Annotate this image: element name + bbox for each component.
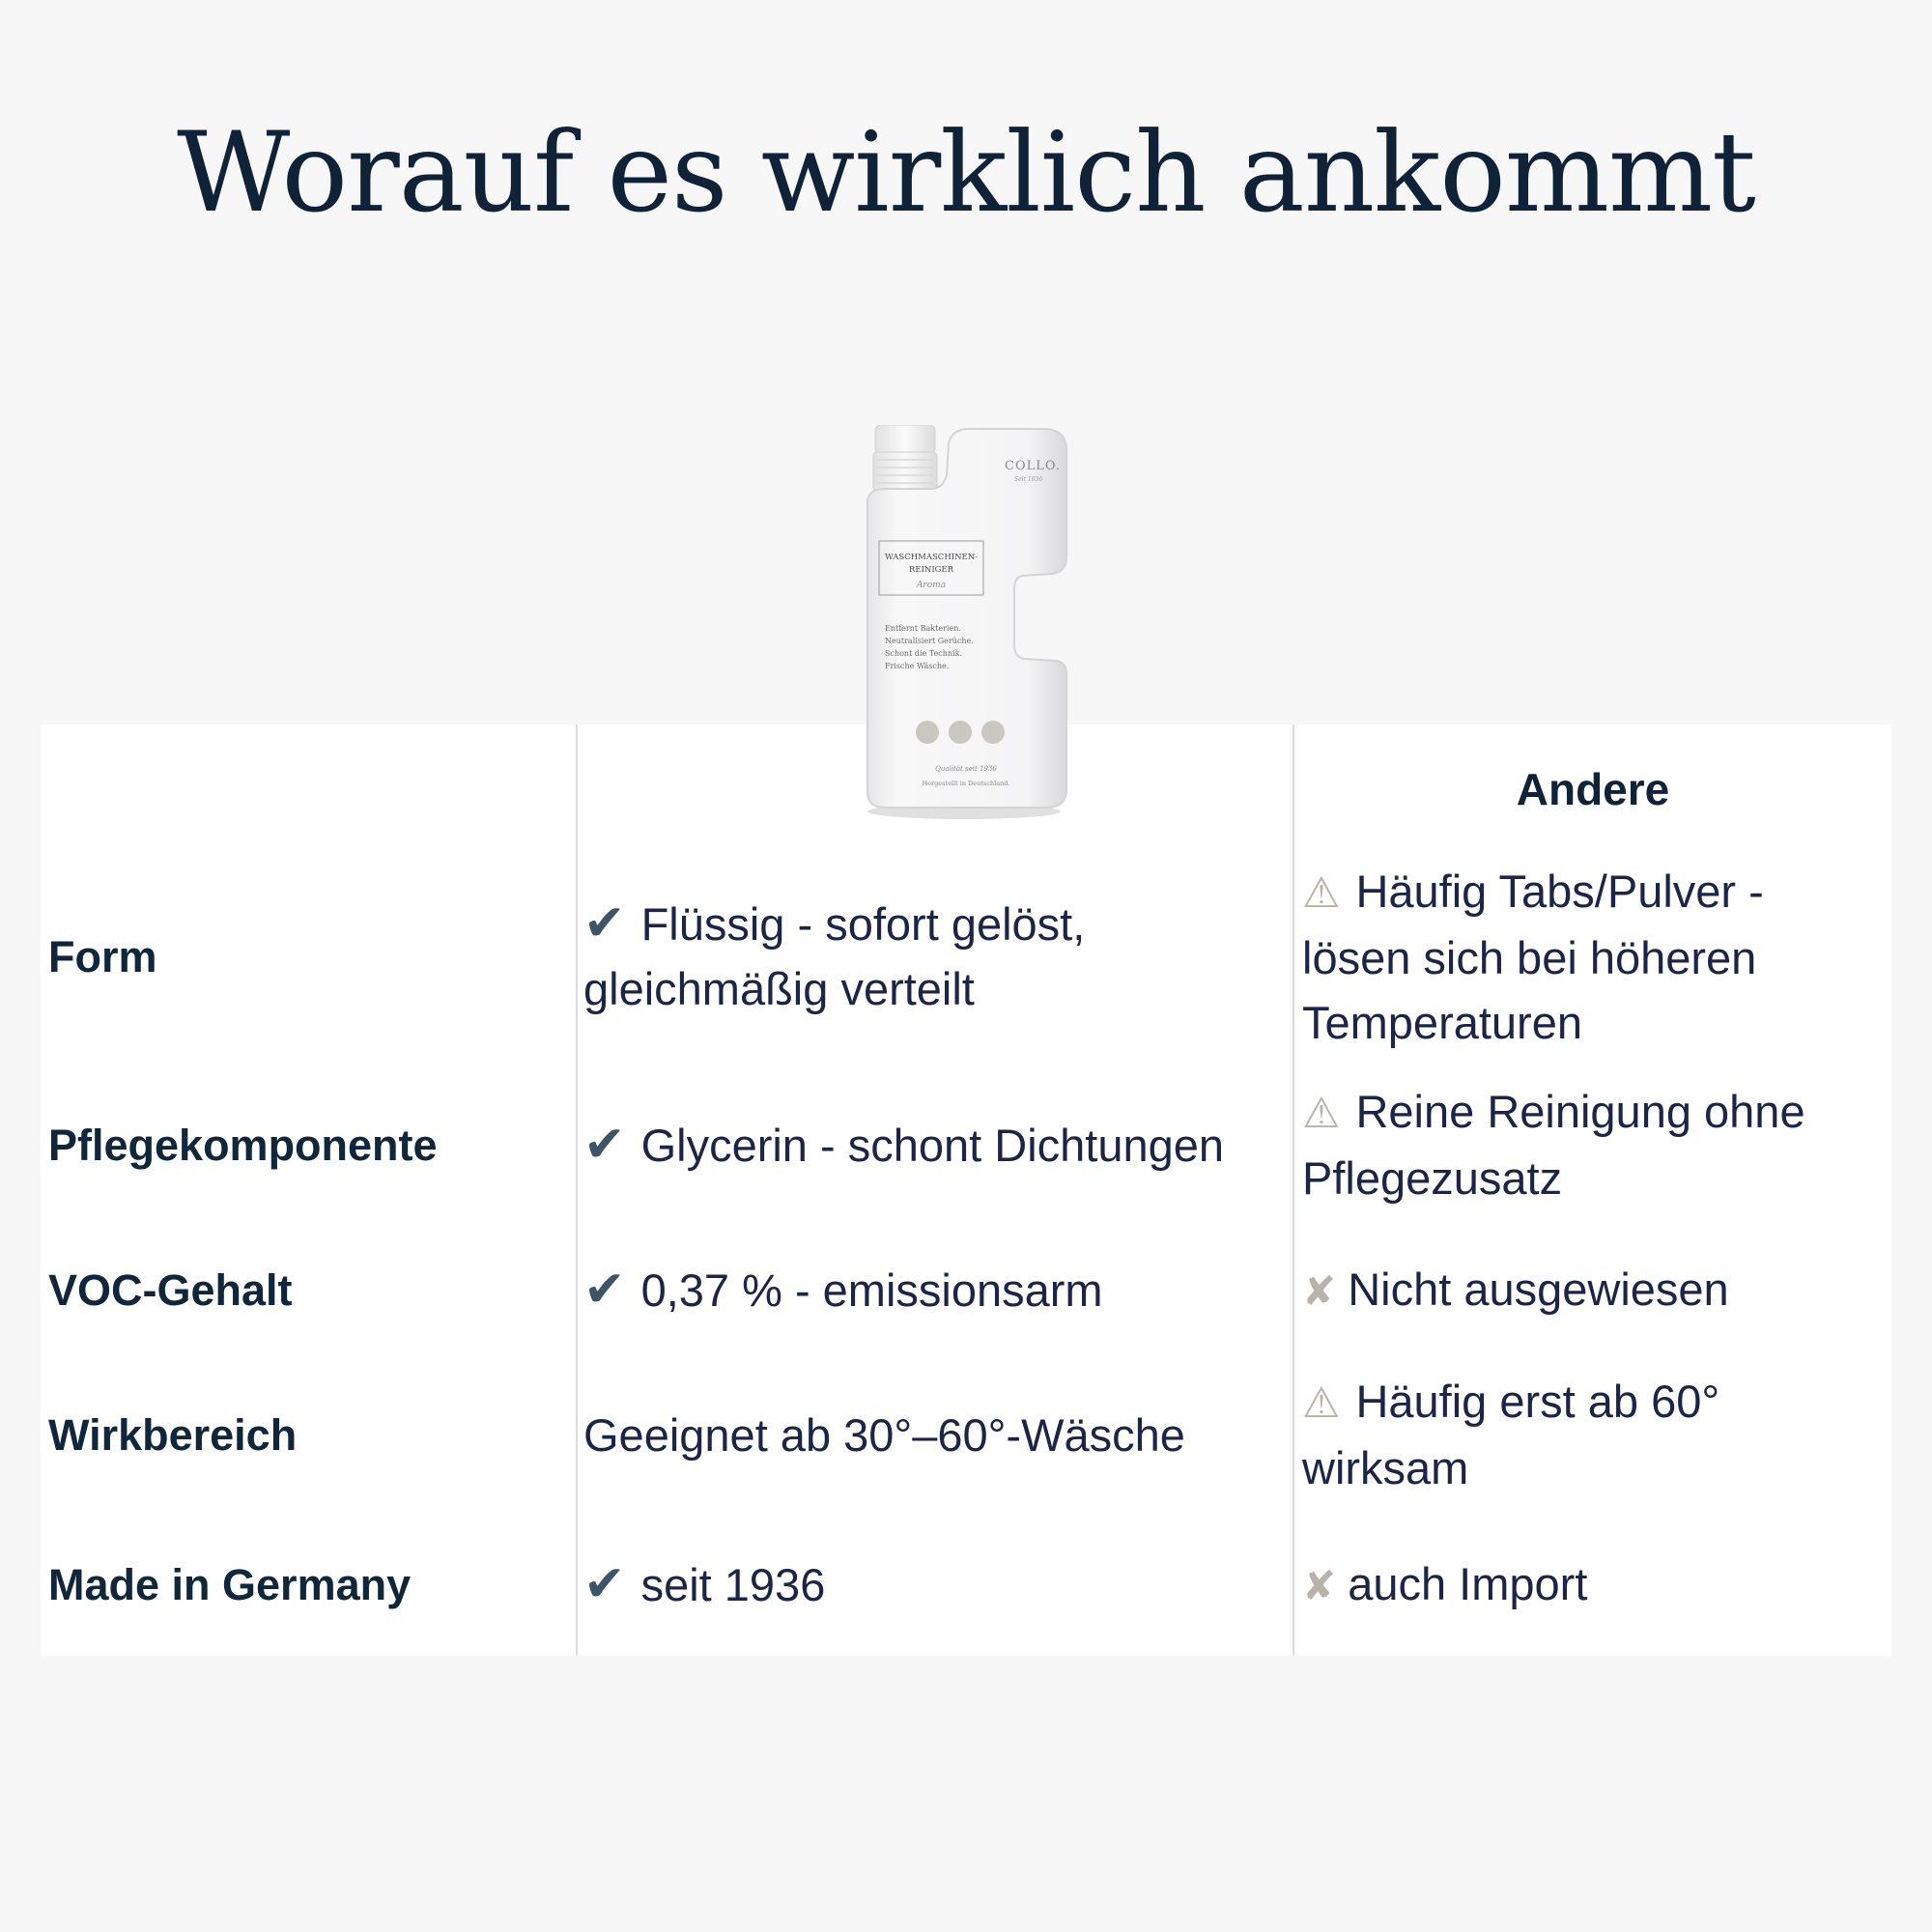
warning-icon: ⚠	[1302, 1378, 1341, 1428]
table-row	[41, 1362, 1891, 1507]
row-label: Pflegekomponente	[48, 1120, 438, 1170]
ours-text: Glycerin - schont Dichtungen	[640, 1119, 1225, 1171]
other-cell	[1302, 850, 1882, 1063]
warning-icon: ⚠	[1302, 867, 1341, 918]
cross-icon: ✘	[1302, 1266, 1337, 1315]
row-label: VOC-Gehalt	[48, 1264, 293, 1315]
ours-cell	[583, 850, 1289, 1063]
ours-cell	[583, 1246, 1289, 1333]
svg-text:Entfernt Bakterien.: Entfernt Bakterien.	[885, 624, 961, 633]
table-row	[41, 1246, 1891, 1333]
other-cell	[1302, 1362, 1882, 1507]
svg-text:WASCHMASCHINEN-: WASCHMASCHINEN-	[884, 553, 979, 562]
other-cell	[1302, 1541, 1882, 1628]
ours-cell	[583, 1362, 1289, 1507]
other-text: auch Import	[1348, 1557, 1588, 1609]
bottle-cap	[873, 425, 937, 491]
ours-text: Geeignet ab 30°–60°-Wäsche	[583, 1408, 1185, 1461]
svg-text:REINIGER: REINIGER	[908, 565, 954, 575]
table-row	[41, 1541, 1891, 1628]
check-icon: ✔	[583, 1115, 626, 1174]
temperature-icon	[949, 721, 972, 744]
washing-machine-icon	[916, 721, 939, 744]
check-icon: ✔	[583, 895, 626, 952]
cross-icon: ✘	[1302, 1561, 1337, 1609]
row-label: Form	[48, 931, 157, 981]
ours-cell	[583, 1072, 1289, 1217]
warning-icon: ⚠	[1302, 1089, 1341, 1138]
table-row	[41, 850, 1891, 1063]
check-icon: ✔	[583, 1260, 626, 1319]
ours-cell	[583, 1541, 1289, 1628]
svg-text:Qualität seit 1936: Qualität seit 1936	[935, 765, 997, 773]
page-title: Worauf es wirklich ankommt	[177, 108, 1755, 237]
svg-text:Frische Wäsche.: Frische Wäsche.	[885, 662, 950, 670]
svg-text:Aroma: Aroma	[916, 581, 947, 590]
svg-text:Neutralisiert Gerüche.: Neutralisiert Gerüche.	[885, 637, 974, 645]
header-other: Andere	[1516, 764, 1670, 814]
other-text: Nicht ausgewiesen	[1348, 1263, 1729, 1315]
product-bottle-image	[850, 425, 1077, 821]
ours-text: seit 1936	[640, 1558, 826, 1610]
svg-text:Hergestellt in Deutschland.: Hergestellt in Deutschland.	[922, 780, 1010, 787]
other-text: Reine Reinigung ohne Pflegezusatz	[1302, 1086, 1805, 1204]
svg-text:Schont die Technik.: Schont die Technik.	[885, 649, 962, 658]
other-text: Häufig erst ab 60° wirksam	[1302, 1376, 1720, 1493]
svg-text:Seit 1936: Seit 1936	[1014, 476, 1043, 483]
ours-text: 0,37 % - emissionsarm	[640, 1264, 1103, 1316]
check-icon: ✔	[583, 1554, 626, 1613]
row-label: Made in Germany	[48, 1559, 412, 1609]
table-row	[41, 1072, 1891, 1217]
comparison-table	[41, 724, 1891, 1656]
other-text: Häufig Tabs/Pulver - lösen sich bei höheren Temperaturen	[1302, 865, 1764, 1048]
brand-logo: COLLO.	[1005, 459, 1061, 473]
other-cell	[1302, 1072, 1882, 1217]
row-label: Wirkbereich	[48, 1409, 298, 1460]
bottle-icon	[981, 721, 1005, 744]
ours-text: Flüssig - sofort gelöst, gleichmäßig verteilt	[583, 898, 1086, 1014]
other-cell	[1302, 1246, 1882, 1333]
